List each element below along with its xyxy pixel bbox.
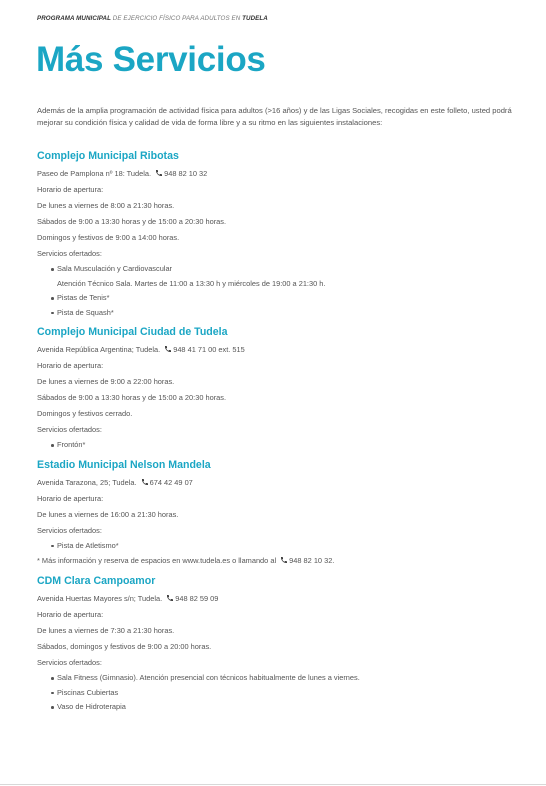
phone-icon [280,556,288,564]
service-item: Vaso de Hidroterapia [51,700,517,715]
address: Avenida Tarazona, 25; Tudela. [37,477,137,487]
services-list [37,438,517,453]
header-description: DE EJERCICIO FÍSICO PARA ADULTOS EN [110,15,243,22]
hours-line: De lunes a viernes de 7:30 a 21:30 horas. [37,626,175,635]
header-city: TUDELA [242,15,268,22]
section-title: Estadio Municipal Nelson Mandela [37,458,211,471]
intro-paragraph: Además de la amplia programación de actividad física para adultos (>16 años) y de las Ligas Sociales, recogidas en este folleto, usted podrá mejorar su condición física y calidad de vida de forma libre y a su ritmo en las siguientes instalaciones: [37,106,512,127]
services-label: Servicios ofertados: [37,249,102,258]
services-list [37,262,517,320]
service-item: Pista de Squash* [51,306,517,321]
address-line [37,342,517,358]
services-list [37,539,517,554]
phone-icon [166,594,174,602]
address-line [37,591,517,607]
hours-label: Horario de apertura: [37,610,104,619]
hours-line: De lunes a viernes de 8:00 a 21:30 horas. [37,201,175,210]
section-title: Complejo Municipal Ciudad de Tudela [37,326,228,338]
phone-icon [141,478,149,486]
phone-icon [164,345,172,353]
service-item [51,262,517,291]
phone-number: 948 82 59 09 [175,594,219,603]
phone-number: 674 42 49 07 [149,477,193,487]
address-line [37,475,517,491]
facility-section-clara-campoamor [37,571,517,715]
phone-number: 948 82 10 32 [164,169,208,178]
note-phone-number: 948 82 10 32. [289,556,335,565]
page-title: Más Servicios [36,40,266,79]
services-label: Servicios ofertados: [37,658,102,667]
hours-label: Horario de apertura: [37,493,104,503]
header-program: PROGRAMA MUNICIPAL [37,15,111,22]
service-item: Frontón* [51,438,517,453]
phone-number: 948 41 71 00 ext. 515 [173,345,245,354]
hours-line: Domingos y festivos de 9:00 a 14:00 horas. [37,233,180,242]
reservation-note [37,553,517,569]
address: Avenida República Argentina; Tudela. [37,345,161,354]
service-item: Piscinas Cubiertas [51,686,517,701]
facility-section-ribotas [37,146,517,320]
address: Paseo de Pamplona nº 18: Tudela. [37,169,152,178]
services-label: Servicios ofertados: [37,425,102,434]
service-name: Sala Musculación y Cardiovascular [57,264,173,273]
bottom-divider [0,784,546,785]
address-line [37,166,517,182]
address: Avenida Huertas Mayores s/n; Tudela. [37,594,163,603]
phone-icon [155,169,163,177]
service-item: Pista de Atletismo* [51,539,517,554]
facilities-list [37,146,517,715]
hours-label: Horario de apertura: [37,185,104,194]
facility-section-nelson-mandela [37,455,517,570]
service-detail: Atención Técnico Sala. Martes de 11:00 a 13:30 h y miércoles de 19:00 a 21:30 h. [57,278,326,288]
facility-section-ciudad-de-tudela [37,322,517,453]
note-text: * Más información y reserva de espacios en www.tudela.es o llamando al [37,556,277,565]
hours-line: De lunes a viernes de 16:00 a 21:30 horas. [37,509,179,519]
hours-line: Sábados de 9:00 a 13:30 horas y de 15:00 a 20:30 horas. [37,393,227,402]
running-header [37,15,268,22]
hours-line: De lunes a viernes de 9:00 a 22:00 horas. [37,377,175,386]
services-label: Servicios ofertados: [37,525,102,535]
section-title: Complejo Municipal Ribotas [37,150,179,162]
service-item: Pistas de Tenis* [51,291,517,306]
hours-line: Sábados de 9:00 a 13:30 horas y de 15:00 a 20:30 horas. [37,217,227,226]
services-list [37,671,517,715]
hours-label: Horario de apertura: [37,361,104,370]
hours-line: Sábados, domingos y festivos de 9:00 a 20:00 horas. [37,642,212,651]
hours-line: Domingos y festivos cerrado. [37,409,133,418]
service-item: Sala Fitness (Gimnasio). Atención presencial con técnicos habitualmente de lunes a viernes. [51,671,517,686]
section-title: CDM Clara Campoamor [37,575,156,587]
